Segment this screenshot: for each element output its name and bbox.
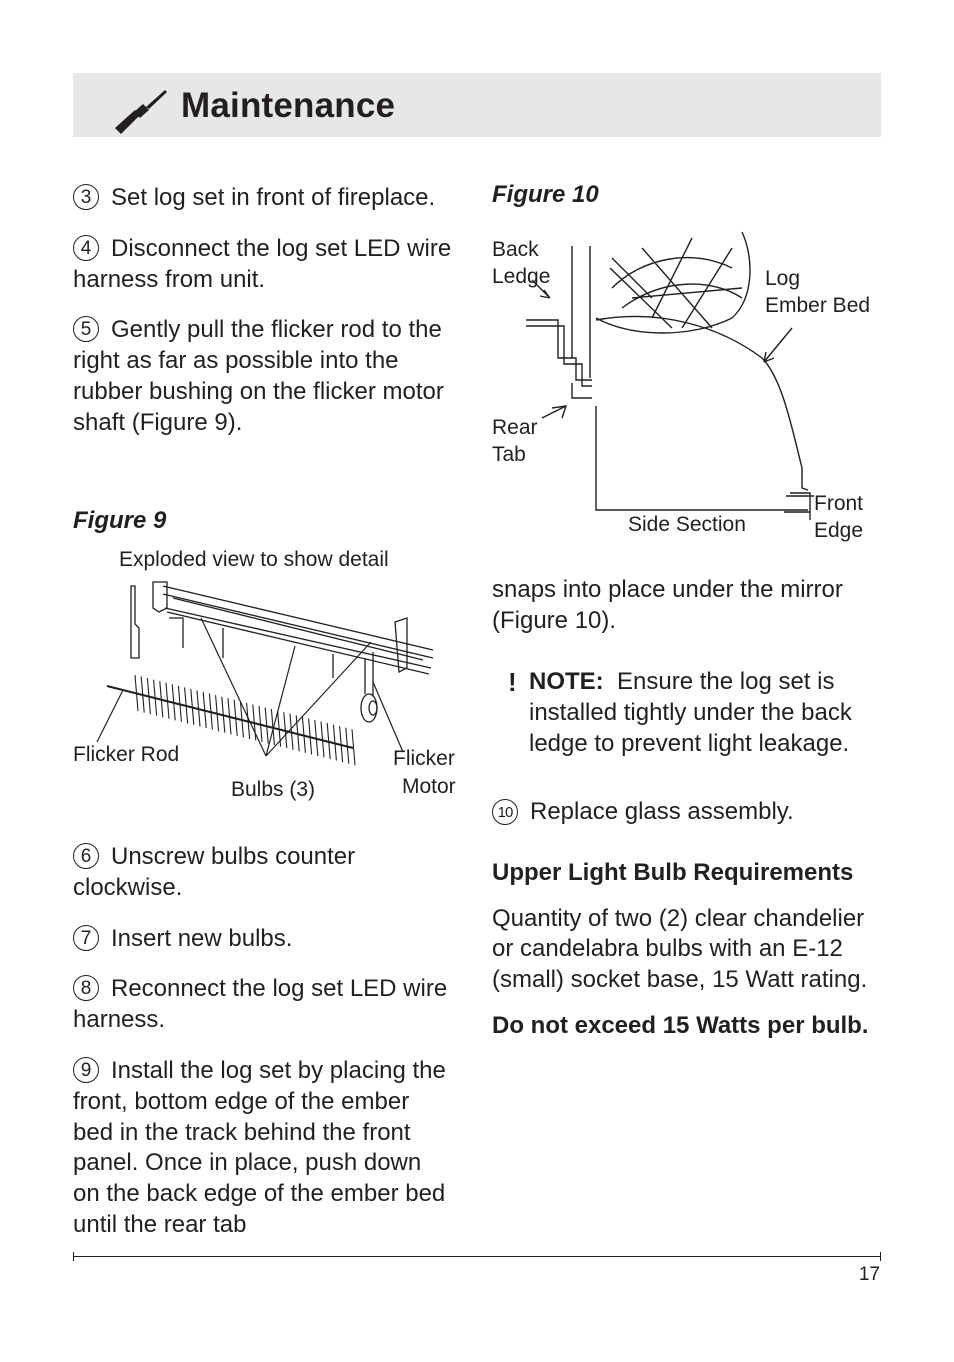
step-9 (73, 1056, 453, 1241)
step-text: Replace glass assembly. (530, 798, 794, 825)
step-5 (73, 315, 453, 438)
label-rear-tab-2: Tab (492, 443, 526, 466)
bulb-requirements-text: Quantity of two (2) clear chandelier or candelabra bulbs with an E-12 (small) socket base, 15 Watt rating. (492, 904, 868, 994)
step-text: Insert new bulbs. (111, 924, 293, 952)
footer-rule-tick-left (73, 1252, 74, 1261)
note-block (508, 667, 880, 759)
bulb-requirements-heading: Upper Light Bulb Requirements (492, 858, 854, 886)
step-3 (73, 183, 453, 214)
label-log-2: Ember Bed (765, 294, 871, 317)
warning-icon: ! (508, 667, 517, 697)
page-number: 17 (858, 1264, 880, 1285)
label-rear-tab-1: Rear (492, 416, 538, 439)
label-front-edge-2: Edge (814, 519, 864, 542)
step-6 (73, 842, 453, 904)
step-8 (73, 974, 453, 1036)
wattage-warning: Do not exceed 15 Watts per bulb. (492, 1011, 869, 1039)
label-back-ledge-1: Back (492, 238, 539, 261)
step-number: 3 (73, 184, 99, 210)
section-header (73, 73, 881, 137)
right-column-lower (492, 797, 884, 1042)
step-number: 4 (73, 235, 99, 261)
label-bulbs: Bulbs (3) (231, 778, 316, 801)
footer-rule (73, 1256, 881, 1257)
page-title: Maintenance (181, 86, 396, 125)
step-number: 6 (73, 843, 99, 869)
step-text: Reconnect the log set LED wire harness. (73, 975, 448, 1034)
step-number: 7 (73, 925, 99, 951)
step-number: 5 (73, 316, 99, 342)
step-number: 10 (492, 799, 518, 825)
label-flicker-rod: Flicker Rod (73, 743, 180, 766)
step-10 (492, 797, 884, 828)
label-side-section: Side Section (628, 513, 746, 536)
label-back-ledge-2: Ledge (492, 265, 551, 288)
continuation-text: snaps into place under the mirror (Figure 10). (492, 576, 843, 634)
step-number: 9 (73, 1057, 99, 1083)
left-column-lower (73, 842, 453, 1241)
step-text: Set log set in front of fireplace. (111, 184, 436, 211)
figure-9-caption: Exploded view to show detail (119, 548, 389, 571)
screwdriver-icon (113, 88, 169, 134)
right-continuation (492, 575, 884, 637)
figure-9-title: Figure 9 (73, 507, 167, 534)
step-4 (73, 234, 453, 296)
label-log-1: Log (765, 267, 801, 290)
step-text: Disconnect the log set LED wire harness from unit. (73, 234, 452, 293)
label-front-edge-1: Front (814, 492, 864, 515)
footer-rule-tick-right (880, 1252, 881, 1261)
left-column (73, 183, 453, 439)
label-flicker-motor-1: Flicker (393, 747, 455, 770)
note-text: Ensure the log set is installed tightly under the back ledge to prevent light leakage. (529, 668, 852, 757)
step-number: 8 (73, 975, 99, 1001)
step-7 (73, 924, 453, 955)
note-label: NOTE: (529, 668, 604, 695)
label-flicker-motor-2: Motor (402, 775, 456, 798)
step-text: Gently pull the flicker rod to the right as far as possible into the rubber bushing on the flicker motor shaft (Figure 9). (73, 316, 444, 436)
step-text: Unscrew bulbs counter clockwise. (73, 843, 356, 901)
figure-10-title: Figure 10 (492, 181, 599, 208)
step-text: Install the log set by placing the front, bottom edge of the ember bed in the track behind the front panel. Once in place, push down on the back edge of the ember bed until the rear tab (73, 1056, 446, 1238)
